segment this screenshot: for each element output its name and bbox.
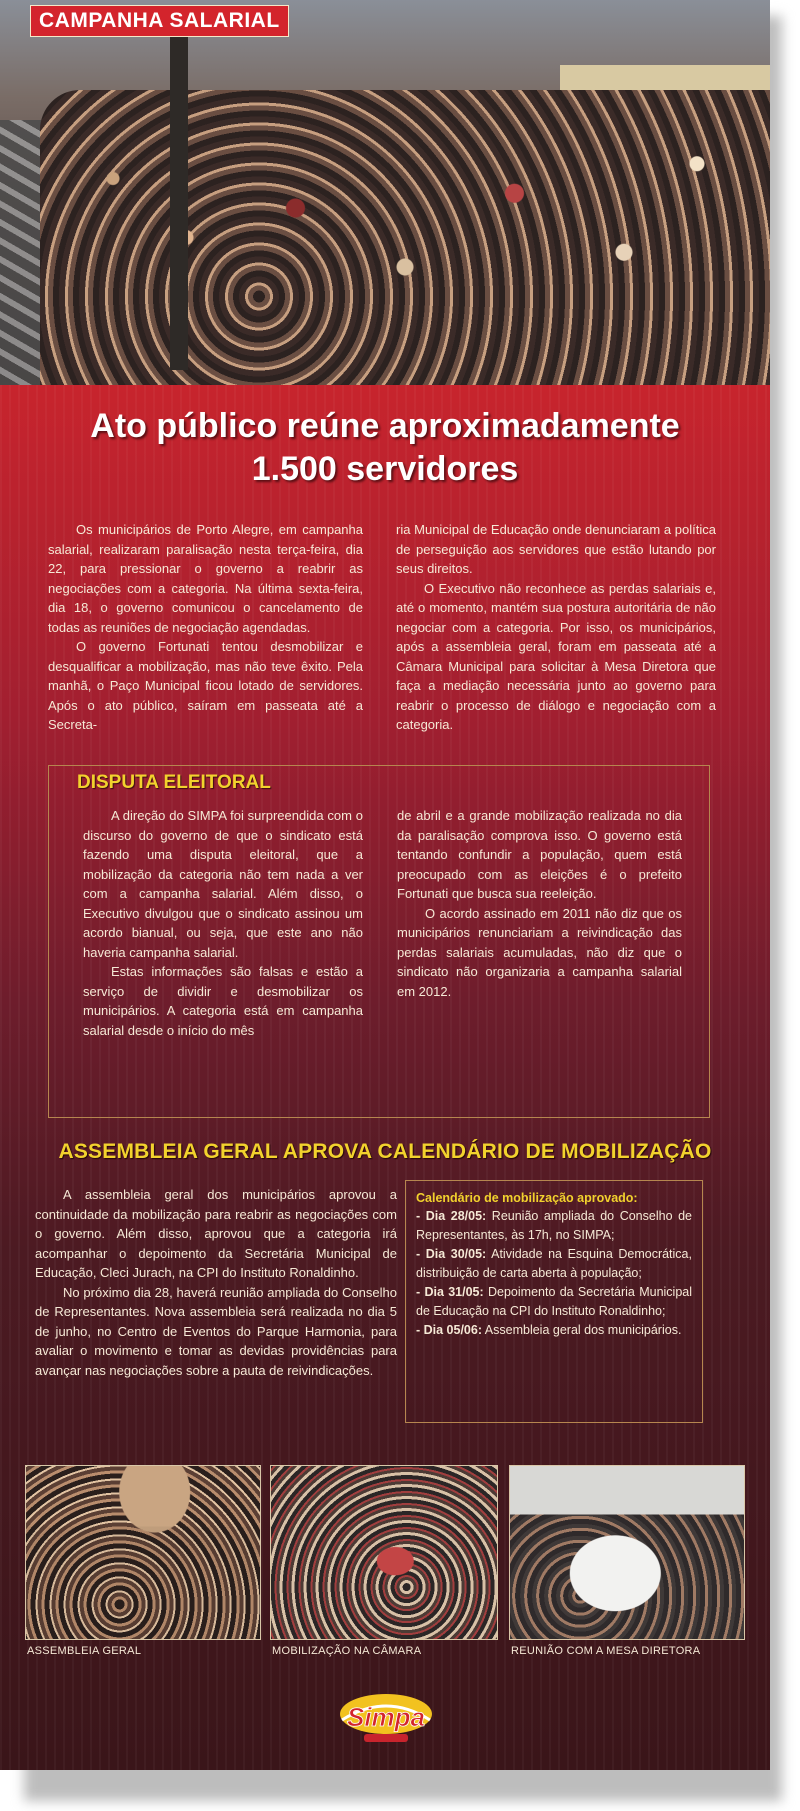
photo-reuniao-mesa-diretora [509,1465,745,1640]
photo-assembleia-geral [25,1465,261,1640]
calendar-date: - Dia 05/06: [416,1323,483,1337]
disputa-col2 [397,806,682,1001]
simpa-logo [330,1688,442,1748]
paragraph: Os municipários de Porto Alegre, em campanha salarial, realizaram paralisação nesta terça-feira, dia 22, para pressionar o governo a reabrir as negociações com a categoria. Na última sexta-feira, dia 18, o governo comunicou o cancelamento de todas as reuniões de negociação agendadas. [48,522,363,635]
calendar-box [405,1180,703,1423]
disputa-col1 [83,806,363,1040]
calendar-item [416,1245,692,1283]
assembleia-title: ASSEMBLEIA GERAL APROVA CALENDÁRIO DE MOBILIZAÇÃO [58,1140,712,1163]
paragraph: Estas informações são falsas e estão a serviço de dividir e desmobilizar os municipários. A categoria está em campanha salarial desde o início do mês [83,964,363,1038]
calendar-text: Depoimento da Secretária Municipal de Educação na CPI do Instituto Ronaldinho; [416,1285,692,1318]
paragraph: O governo Fortunati tentou desmobilizar e desqualificar a mobilização, mas não teve êxito. Pela manhã, o Paço Municipal ficou lotado de servidores. Após o ato público, saíram em passeata até a Secreta- [48,639,363,732]
calendar-text: Assembleia geral dos municipários. [482,1323,682,1337]
section-tag: CAMPANHA SALARIAL [30,5,289,37]
main-article-col2 [396,520,716,735]
paragraph: A direção do SIMPA foi surpreendida com o discurso do governo de que o sindicato está fazendo uma disputa eleitoral, que a mobilização da categoria não tem nada a ver com a campanha salarial. Além disso, o Executivo divulgou que o sindicato assinou um acordo bianual, ou seja, que este ano não haveria campanha salarial. [83,808,363,960]
calendar-text: Reunião ampliada do Conselho de Representantes, às 17h, no SIMPA; [416,1209,692,1242]
main-article-col1 [48,520,363,735]
logo-ribbon [364,1734,408,1742]
photo-caption: MOBILIZAÇÃO NA CÂMARA [272,1645,422,1657]
calendar-date: - Dia 30/05: [416,1247,487,1261]
hero-crowd [40,90,770,385]
paragraph: ria Municipal de Educação onde denunciaram a política de perseguição aos servidores que estão lutando por seus direitos. [396,522,716,576]
paragraph: de abril e a grande mobilização realizada no dia da paralisação comprova isso. O governo está tentando confundir a população, quem está preocupado com as eleições é o prefeito Fortunati que busca sua reeleição. [397,808,682,901]
calendar-title: Calendário de mobilização aprovado: [416,1191,638,1205]
calendar-item [416,1207,692,1245]
paragraph: O Executivo não reconhece as perdas salariais e, até o momento, mantém sua postura autoritária de não negociar com a categoria. Por isso, os municipários, após a assembleia geral, foram em passeata até a Câmara Municipal para solicitar à Mesa Diretora que faça a mediação necessária junto ao governo para reabrir o processo de diálogo e negociação com a categoria. [396,580,716,732]
photo-caption: ASSEMBLEIA GERAL [27,1645,142,1657]
calendar-item [416,1283,692,1321]
hero-tree-trunk [170,20,188,370]
calendar-text: Atividade na Esquina Democrática, distribuição de carta aberta à população; [416,1247,692,1280]
logo-text: Simpa [346,1702,426,1732]
disputa-title: DISPUTA ELEITORAL [77,772,271,793]
headline: Ato público reúne aproximadamente 1.500 servidores [90,407,680,488]
hero-photo-protest-crowd [0,0,770,385]
calendar-date: - Dia 28/05: [416,1209,487,1223]
assembleia-text [35,1185,397,1380]
photo-caption: REUNIÃO COM A MESA DIRETORA [511,1645,701,1657]
photo-mobilizacao-camara [270,1465,498,1640]
disputa-eleitoral-box [48,765,710,1118]
calendar-date: - Dia 31/05: [416,1285,484,1299]
paragraph: O acordo assinado em 2011 não diz que os municipários renunciariam a reivindicação das perdas salariais acumuladas, não diz que o sindicato não organizaria a campanha salarial em 2012. [397,905,682,999]
paragraph: A assembleia geral dos municipários aprovou a continuidade da mobilização para reabrir as negociações com o governo. Além disso, aprovou que a categoria irá acompanhar o depoimento da Secretária Municipal de Educação, Cleci Jurach, na CPI do Instituto Ronaldinho. [35,1187,397,1280]
calendar-item [416,1321,692,1340]
paragraph: No próximo dia 28, haverá reunião ampliada do Conselho de Representantes. Nova assembleia será realizada no dia 5 de junho, no Centro de Eventos do Parque Harmonia, para avaliar o movimento e tomar as devidas providências para avançar nas negociações sobre a pauta de reivindicações. [35,1284,397,1378]
